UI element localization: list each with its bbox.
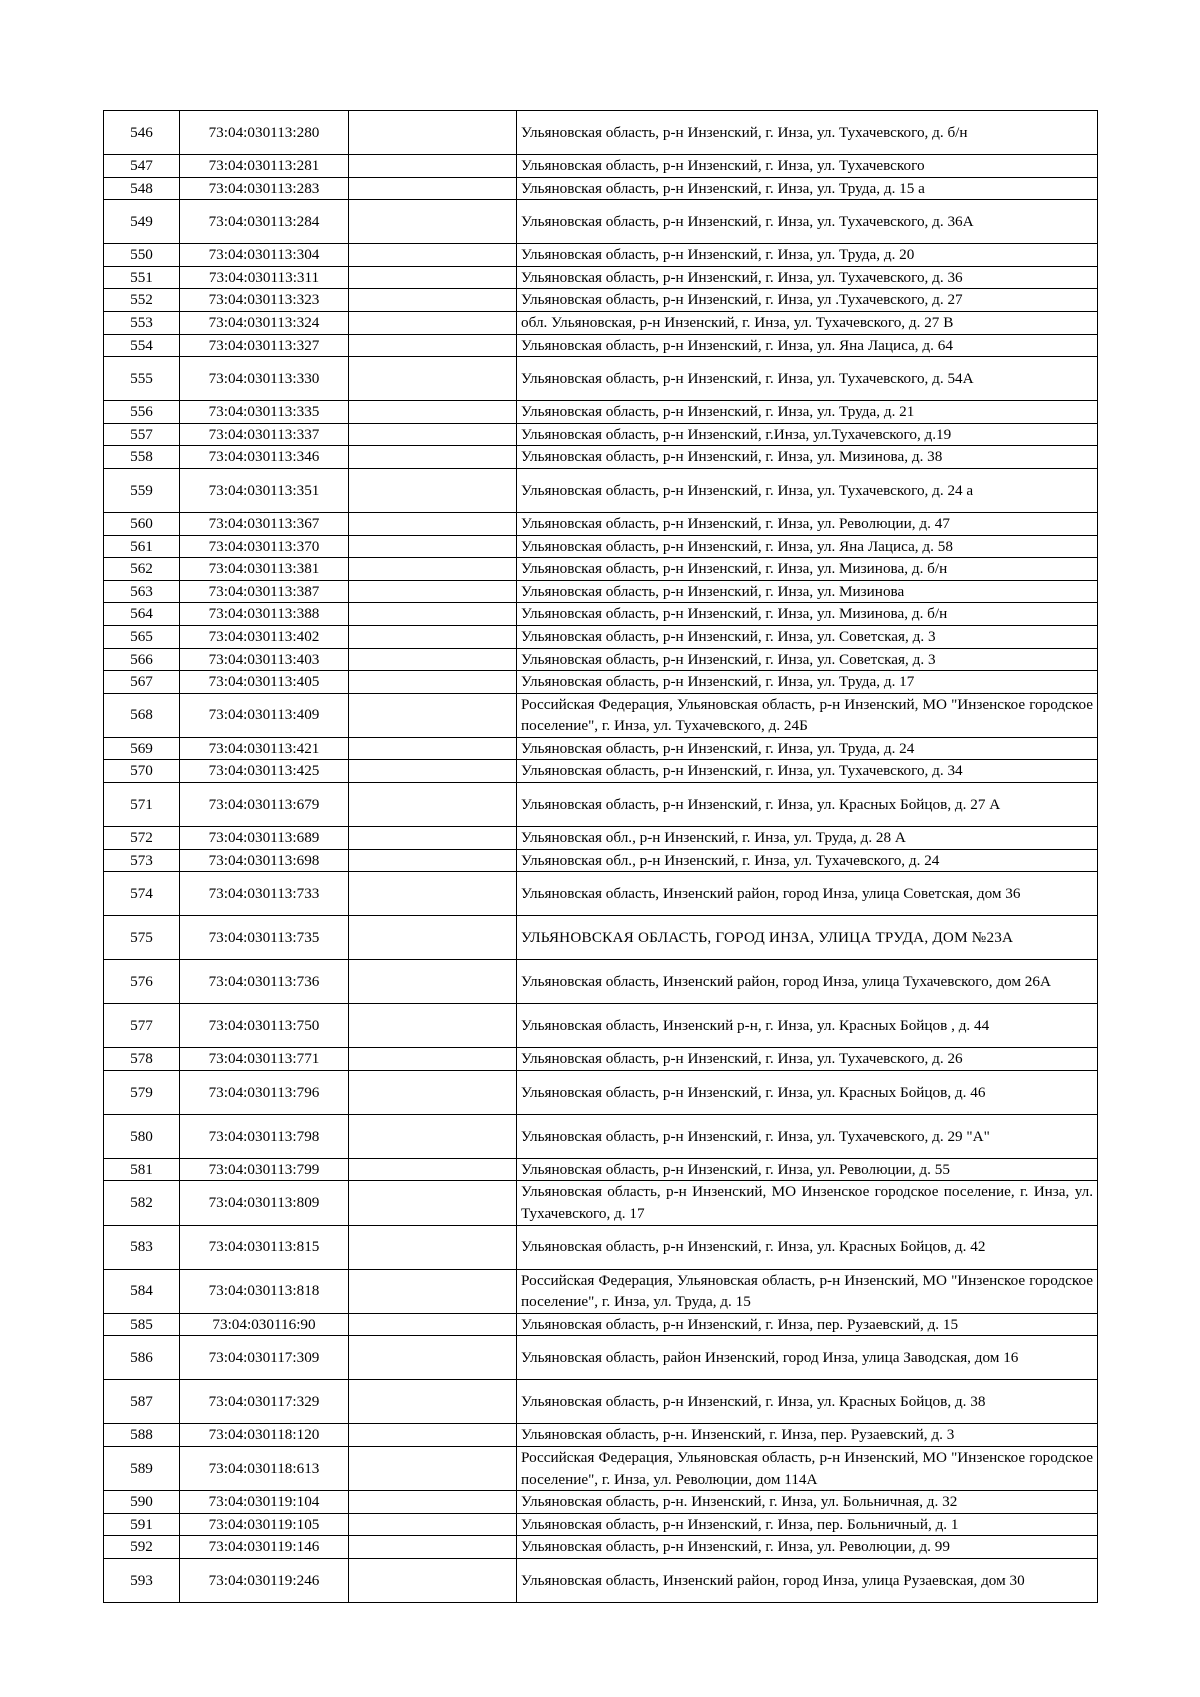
cadastral-number-cell: 73:04:030113:280 (180, 111, 349, 155)
address-cell: Ульяновская область, р-н Инзенский, г. Инза, ул. Красных Бойцов, д. 38 (517, 1380, 1098, 1424)
address-cell: Ульяновская область, р-н Инзенский, г. Инза, ул. Тухачевского, д. 26 (517, 1048, 1098, 1071)
address-cell: Ульяновская область, р-н Инзенский, г. Инза, ул. Труда, д. 15 а (517, 177, 1098, 200)
empty-cell (349, 244, 517, 267)
empty-cell (349, 357, 517, 401)
address-cell: Ульяновская область, р-н Инзенский, г. Инза, ул. Советская, д. 3 (517, 625, 1098, 648)
address-cell: Ульяновская область, Инзенский р-н, г. Инза, ул. Красных Бойцов , д. 44 (517, 1004, 1098, 1048)
row-number-cell: 552 (104, 289, 180, 312)
empty-cell (349, 1048, 517, 1071)
address-cell: Ульяновская область, р-н Инзенский, г. Инза, ул. Тухачевского, д. 24 а (517, 468, 1098, 512)
cadastral-number-cell: 73:04:030113:281 (180, 155, 349, 178)
cadastral-number-cell: 73:04:030113:367 (180, 512, 349, 535)
empty-cell (349, 266, 517, 289)
table-row (104, 827, 1098, 850)
row-number-cell: 573 (104, 849, 180, 872)
address-cell: Ульяновская область, р-н Инзенский, г. Инза, ул. Красных Бойцов, д. 46 (517, 1070, 1098, 1114)
address-cell: Ульяновская область, р-н. Инзенский, г. Инза, пер. Рузаевский, д. 3 (517, 1424, 1098, 1447)
table-row (104, 1225, 1098, 1269)
address-cell: Ульяновская область, р-н Инзенский, г. Инза, ул. Тухачевского, д. 29 "А" (517, 1114, 1098, 1158)
table-row (104, 423, 1098, 446)
table-row (104, 648, 1098, 671)
empty-cell (349, 648, 517, 671)
address-cell: Ульяновская область, р-н Инзенский, г. Инза, ул. Тухачевского, д. 34 (517, 760, 1098, 783)
table-row (104, 1313, 1098, 1336)
table-row (104, 671, 1098, 694)
empty-cell (349, 1269, 517, 1313)
address-cell: Ульяновская область, р-н Инзенский, г. Инза, ул. Революции, д. 47 (517, 512, 1098, 535)
empty-cell (349, 155, 517, 178)
cadastral-number-cell: 73:04:030113:409 (180, 693, 349, 737)
cadastral-number-cell: 73:04:030113:284 (180, 200, 349, 244)
address-cell: Ульяновская обл., р-н Инзенский, г. Инза, ул. Тухачевского, д. 24 (517, 849, 1098, 872)
row-number-cell: 551 (104, 266, 180, 289)
cadastral-number-cell: 73:04:030113:796 (180, 1070, 349, 1114)
cadastral-number-cell: 73:04:030113:351 (180, 468, 349, 512)
table-row (104, 266, 1098, 289)
table-row (104, 872, 1098, 916)
row-number-cell: 547 (104, 155, 180, 178)
table-row (104, 1491, 1098, 1514)
cadastral-number-cell: 73:04:030117:329 (180, 1380, 349, 1424)
cadastral-number-cell: 73:04:030113:425 (180, 760, 349, 783)
empty-cell (349, 827, 517, 850)
address-cell: Ульяновская область, район Инзенский, город Инза, улица Заводская, дом 16 (517, 1336, 1098, 1380)
cadastral-number-cell: 73:04:030113:799 (180, 1158, 349, 1181)
row-number-cell: 579 (104, 1070, 180, 1114)
empty-cell (349, 446, 517, 469)
cadastral-number-cell: 73:04:030113:388 (180, 603, 349, 626)
address-cell: Ульяновская область, р-н Инзенский, г. Инза, ул. Мизинова (517, 580, 1098, 603)
address-cell: обл. Ульяновская, р-н Инзенский, г. Инза, ул. Тухачевского, д. 27 В (517, 311, 1098, 334)
registry-table (103, 110, 1098, 1603)
empty-cell (349, 1004, 517, 1048)
row-number-cell: 576 (104, 960, 180, 1004)
address-cell: Ульяновская область, Инзенский район, город Инза, улица Тухачевского, дом 26А (517, 960, 1098, 1004)
cadastral-number-cell: 73:04:030113:381 (180, 558, 349, 581)
empty-cell (349, 423, 517, 446)
row-number-cell: 583 (104, 1225, 180, 1269)
row-number-cell: 561 (104, 535, 180, 558)
cadastral-number-cell: 73:04:030119:246 (180, 1558, 349, 1602)
empty-cell (349, 625, 517, 648)
address-cell: Ульяновская область, р-н Инзенский, г. Инза, ул. Труда, д. 17 (517, 671, 1098, 694)
table-row (104, 760, 1098, 783)
empty-cell (349, 849, 517, 872)
cadastral-number-cell: 73:04:030116:90 (180, 1313, 349, 1336)
address-cell: Ульяновская область, р-н Инзенский, г. Инза, ул. Труда, д. 21 (517, 401, 1098, 424)
empty-cell (349, 580, 517, 603)
cadastral-number-cell: 73:04:030113:283 (180, 177, 349, 200)
row-number-cell: 591 (104, 1513, 180, 1536)
row-number-cell: 558 (104, 446, 180, 469)
empty-cell (349, 1158, 517, 1181)
address-cell: Российская Федерация, Ульяновская область, р-н Инзенский, МО "Инзенское городское поселение", г. Инза, ул. Труда, д. 15 (517, 1269, 1098, 1313)
address-cell: Ульяновская область, р-н Инзенский, г. Инза, ул. Мизинова, д. б/н (517, 558, 1098, 581)
table-row (104, 334, 1098, 357)
cadastral-number-cell: 73:04:030113:698 (180, 849, 349, 872)
empty-cell (349, 1513, 517, 1536)
table-row (104, 580, 1098, 603)
row-number-cell: 556 (104, 401, 180, 424)
table-row (104, 1424, 1098, 1447)
table-row (104, 1158, 1098, 1181)
row-number-cell: 590 (104, 1491, 180, 1514)
address-cell: Ульяновская область, р-н Инзенский, г. Инза, ул. Тухачевского, д. 54А (517, 357, 1098, 401)
empty-cell (349, 1536, 517, 1559)
row-number-cell: 554 (104, 334, 180, 357)
row-number-cell: 588 (104, 1424, 180, 1447)
empty-cell (349, 1491, 517, 1514)
empty-cell (349, 603, 517, 626)
address-cell: Ульяновская область, р-н Инзенский, г. Инза, ул. Тухачевского, д. б/н (517, 111, 1098, 155)
table-row (104, 512, 1098, 535)
table-row (104, 1536, 1098, 1559)
address-cell: Ульяновская область, р-н Инзенский, г. Инза, ул. Труда, д. 24 (517, 737, 1098, 760)
row-number-cell: 568 (104, 693, 180, 737)
row-number-cell: 567 (104, 671, 180, 694)
address-cell: УЛЬЯНОВСКАЯ ОБЛАСТЬ, ГОРОД ИНЗА, УЛИЦА ТРУДА, ДОМ №23А (517, 916, 1098, 960)
address-cell: Российская Федерация, Ульяновская область, р-н Инзенский, МО "Инзенское городское поселение", г. Инза, ул. Революции, дом 114А (517, 1447, 1098, 1491)
cadastral-number-cell: 73:04:030113:304 (180, 244, 349, 267)
table-row (104, 111, 1098, 155)
cadastral-number-cell: 73:04:030113:311 (180, 266, 349, 289)
cadastral-number-cell: 73:04:030113:815 (180, 1225, 349, 1269)
empty-cell (349, 783, 517, 827)
cadastral-number-cell: 73:04:030113:405 (180, 671, 349, 694)
row-number-cell: 569 (104, 737, 180, 760)
cadastral-number-cell: 73:04:030113:736 (180, 960, 349, 1004)
row-number-cell: 571 (104, 783, 180, 827)
row-number-cell: 549 (104, 200, 180, 244)
row-number-cell: 565 (104, 625, 180, 648)
address-cell: Ульяновская область, р-н Инзенский, г.Инза, ул.Тухачевского, д.19 (517, 423, 1098, 446)
table-row (104, 155, 1098, 178)
cadastral-number-cell: 73:04:030113:327 (180, 334, 349, 357)
empty-cell (349, 1181, 517, 1225)
empty-cell (349, 334, 517, 357)
table-row (104, 311, 1098, 334)
table-row (104, 1336, 1098, 1380)
row-number-cell: 589 (104, 1447, 180, 1491)
address-cell: Ульяновская область, р-н. Инзенский, г. Инза, ул. Больничная, д. 32 (517, 1491, 1098, 1514)
table-row (104, 737, 1098, 760)
empty-cell (349, 737, 517, 760)
row-number-cell: 585 (104, 1313, 180, 1336)
cadastral-number-cell: 73:04:030113:402 (180, 625, 349, 648)
address-cell: Ульяновская область, Инзенский район, город Инза, улица Рузаевская, дом 30 (517, 1558, 1098, 1602)
table-row (104, 1513, 1098, 1536)
empty-cell (349, 558, 517, 581)
address-cell: Ульяновская область, р-н Инзенский, г. Инза, ул. Тухачевского (517, 155, 1098, 178)
table-row (104, 1048, 1098, 1071)
table-row (104, 1004, 1098, 1048)
empty-cell (349, 960, 517, 1004)
address-cell: Ульяновская область, р-н Инзенский, г. Инза, ул. Яна Лациса, д. 58 (517, 535, 1098, 558)
table-row (104, 1380, 1098, 1424)
table-row (104, 200, 1098, 244)
address-cell: Ульяновская область, р-н Инзенский, г. Инза, ул. Труда, д. 20 (517, 244, 1098, 267)
cadastral-number-cell: 73:04:030113:689 (180, 827, 349, 850)
empty-cell (349, 1380, 517, 1424)
row-number-cell: 566 (104, 648, 180, 671)
row-number-cell: 562 (104, 558, 180, 581)
row-number-cell: 548 (104, 177, 180, 200)
cadastral-number-cell: 73:04:030119:105 (180, 1513, 349, 1536)
table-row (104, 1447, 1098, 1491)
address-cell: Ульяновская область, р-н Инзенский, МО Инзенское городское поселение, г. Инза, ул. Тухачевского, д. 17 (517, 1181, 1098, 1225)
row-number-cell: 553 (104, 311, 180, 334)
row-number-cell: 564 (104, 603, 180, 626)
empty-cell (349, 1336, 517, 1380)
empty-cell (349, 289, 517, 312)
cadastral-number-cell: 73:04:030113:387 (180, 580, 349, 603)
address-cell: Ульяновская область, р-н Инзенский, г. Инза, пер. Рузаевский, д. 15 (517, 1313, 1098, 1336)
address-cell: Российская Федерация, Ульяновская область, р-н Инзенский, МО "Инзенское городское поселение", г. Инза, ул. Тухачевского, д. 24Б (517, 693, 1098, 737)
cadastral-number-cell: 73:04:030119:104 (180, 1491, 349, 1514)
cadastral-number-cell: 73:04:030113:733 (180, 872, 349, 916)
cadastral-number-cell: 73:04:030113:798 (180, 1114, 349, 1158)
table-row (104, 535, 1098, 558)
table-row (104, 401, 1098, 424)
cadastral-number-cell: 73:04:030113:324 (180, 311, 349, 334)
table-row (104, 244, 1098, 267)
cadastral-number-cell: 73:04:030113:771 (180, 1048, 349, 1071)
cadastral-number-cell: 73:04:030113:337 (180, 423, 349, 446)
table-row (104, 1181, 1098, 1225)
address-cell: Ульяновская область, р-н Инзенский, г. Инза, ул. Яна Лациса, д. 64 (517, 334, 1098, 357)
table-row (104, 289, 1098, 312)
row-number-cell: 575 (104, 916, 180, 960)
row-number-cell: 592 (104, 1536, 180, 1559)
empty-cell (349, 1225, 517, 1269)
cadastral-number-cell: 73:04:030113:679 (180, 783, 349, 827)
empty-cell (349, 1114, 517, 1158)
address-cell: Ульяновская область, р-н Инзенский, г. Инза, ул. Красных Бойцов, д. 42 (517, 1225, 1098, 1269)
cadastral-number-cell: 73:04:030113:346 (180, 446, 349, 469)
cadastral-number-cell: 73:04:030117:309 (180, 1336, 349, 1380)
cadastral-number-cell: 73:04:030118:613 (180, 1447, 349, 1491)
address-cell: Ульяновская область, р-н Инзенский, г. Инза, ул. Революции, д. 55 (517, 1158, 1098, 1181)
cadastral-number-cell: 73:04:030113:818 (180, 1269, 349, 1313)
empty-cell (349, 401, 517, 424)
table-row (104, 177, 1098, 200)
table-row (104, 1269, 1098, 1313)
address-cell: Ульяновская область, р-н Инзенский, г. Инза, ул. Революции, д. 99 (517, 1536, 1098, 1559)
table-row (104, 1558, 1098, 1602)
address-cell: Ульяновская область, р-н Инзенский, г. Инза, ул. Советская, д. 3 (517, 648, 1098, 671)
cadastral-number-cell: 73:04:030113:335 (180, 401, 349, 424)
cadastral-number-cell: 73:04:030113:809 (180, 1181, 349, 1225)
row-number-cell: 581 (104, 1158, 180, 1181)
row-number-cell: 577 (104, 1004, 180, 1048)
table-row (104, 558, 1098, 581)
address-cell: Ульяновская область, р-н Инзенский, г. Инза, ул. Красных Бойцов, д. 27 А (517, 783, 1098, 827)
empty-cell (349, 111, 517, 155)
table-row (104, 357, 1098, 401)
cadastral-number-cell: 73:04:030113:403 (180, 648, 349, 671)
address-cell: Ульяновская область, р-н Инзенский, г. Инза, ул. Мизинова, д. б/н (517, 603, 1098, 626)
address-cell: Ульяновская область, р-н Инзенский, г. Инза, ул. Мизинова, д. 38 (517, 446, 1098, 469)
table-row (104, 783, 1098, 827)
empty-cell (349, 1558, 517, 1602)
cadastral-number-cell: 73:04:030113:323 (180, 289, 349, 312)
empty-cell (349, 693, 517, 737)
empty-cell (349, 1070, 517, 1114)
row-number-cell: 572 (104, 827, 180, 850)
row-number-cell: 580 (104, 1114, 180, 1158)
address-cell: Ульяновская область, р-н Инзенский, г. Инза, ул .Тухачевского, д. 27 (517, 289, 1098, 312)
registry-table-body (104, 111, 1098, 1603)
empty-cell (349, 177, 517, 200)
address-cell: Ульяновская область, р-н Инзенский, г. Инза, ул. Тухачевского, д. 36 (517, 266, 1098, 289)
row-number-cell: 559 (104, 468, 180, 512)
table-row (104, 625, 1098, 648)
address-cell: Ульяновская область, р-н Инзенский, г. Инза, ул. Тухачевского, д. 36А (517, 200, 1098, 244)
table-row (104, 849, 1098, 872)
table-row (104, 1070, 1098, 1114)
table-row (104, 1114, 1098, 1158)
empty-cell (349, 468, 517, 512)
row-number-cell: 587 (104, 1380, 180, 1424)
address-cell: Ульяновская область, р-н Инзенский, г. Инза, пер. Больничный, д. 1 (517, 1513, 1098, 1536)
empty-cell (349, 872, 517, 916)
row-number-cell: 555 (104, 357, 180, 401)
row-number-cell: 582 (104, 1181, 180, 1225)
row-number-cell: 550 (104, 244, 180, 267)
row-number-cell: 570 (104, 760, 180, 783)
table-row (104, 468, 1098, 512)
empty-cell (349, 311, 517, 334)
empty-cell (349, 200, 517, 244)
cadastral-number-cell: 73:04:030113:370 (180, 535, 349, 558)
cadastral-number-cell: 73:04:030119:146 (180, 1536, 349, 1559)
row-number-cell: 593 (104, 1558, 180, 1602)
row-number-cell: 563 (104, 580, 180, 603)
empty-cell (349, 760, 517, 783)
row-number-cell: 578 (104, 1048, 180, 1071)
cadastral-number-cell: 73:04:030118:120 (180, 1424, 349, 1447)
table-row (104, 446, 1098, 469)
empty-cell (349, 512, 517, 535)
empty-cell (349, 535, 517, 558)
row-number-cell: 557 (104, 423, 180, 446)
table-row (104, 960, 1098, 1004)
empty-cell (349, 1313, 517, 1336)
cadastral-number-cell: 73:04:030113:750 (180, 1004, 349, 1048)
cadastral-number-cell: 73:04:030113:421 (180, 737, 349, 760)
row-number-cell: 584 (104, 1269, 180, 1313)
empty-cell (349, 916, 517, 960)
row-number-cell: 560 (104, 512, 180, 535)
table-row (104, 603, 1098, 626)
empty-cell (349, 1447, 517, 1491)
cadastral-number-cell: 73:04:030113:330 (180, 357, 349, 401)
address-cell: Ульяновская обл., р-н Инзенский, г. Инза, ул. Труда, д. 28 А (517, 827, 1098, 850)
cadastral-number-cell: 73:04:030113:735 (180, 916, 349, 960)
row-number-cell: 586 (104, 1336, 180, 1380)
table-row (104, 916, 1098, 960)
row-number-cell: 546 (104, 111, 180, 155)
row-number-cell: 574 (104, 872, 180, 916)
address-cell: Ульяновская область, Инзенский район, город Инза, улица Советская, дом 36 (517, 872, 1098, 916)
empty-cell (349, 1424, 517, 1447)
table-row (104, 693, 1098, 737)
empty-cell (349, 671, 517, 694)
